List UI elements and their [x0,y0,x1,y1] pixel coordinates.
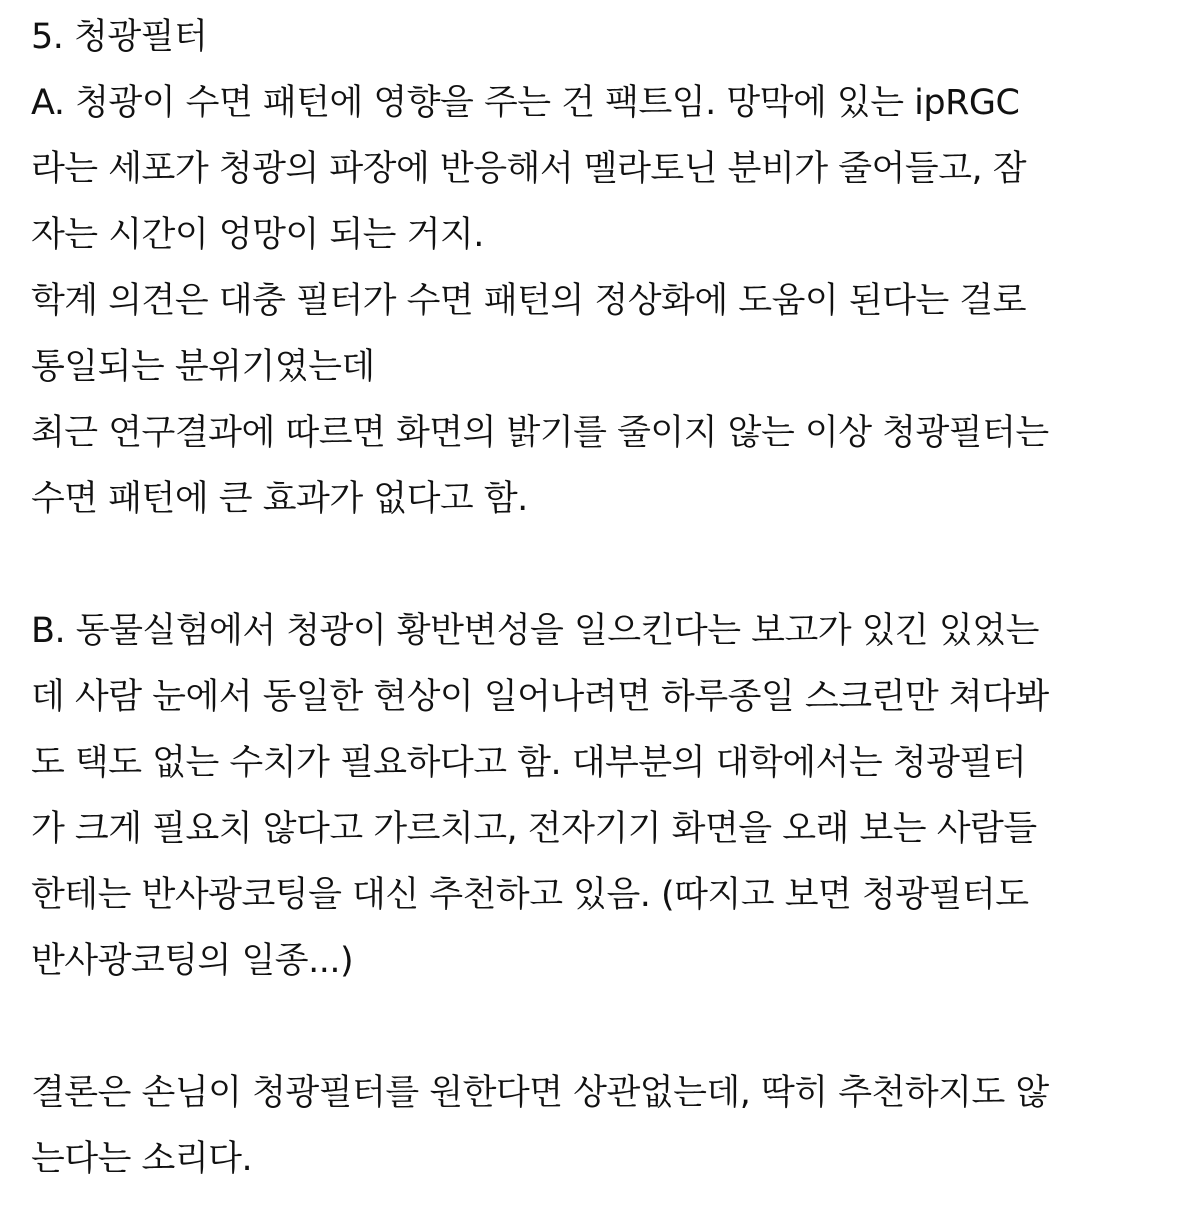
section-b-line-2: 데 사람 눈에서 동일한 현상이 일어나려면 하루종일 스크린만 쳐다봐 [31,677,1049,717]
heading: 5. 청광필터 [31,17,208,57]
section-a-line-4: 학계 의견은 대충 필터가 수면 패턴의 정상화에 도움이 된다는 걸로 [31,281,1027,321]
section-b-line-5: 한테는 반사광코팅을 대신 추천하고 있음. (따지고 보면 청광필터도 [31,875,1029,915]
section-a-line-7: 수면 패턴에 큰 효과가 없다고 함. [31,479,528,519]
conclusion-line-2: 는다는 소리다. [31,1139,253,1179]
conclusion-line-1: 결론은 손님이 청광필터를 원한다면 상관없는데, 딱히 추천하지도 않 [31,1073,1049,1113]
section-a-line-6: 최근 연구결과에 따르면 화면의 밝기를 줄이지 않는 이상 청광필터는 [31,413,1049,453]
section-b-line-1: B. 동물실험에서 청광이 황반변성을 일으킨다는 보고가 있긴 있었는 [31,611,1039,651]
section-a-line-3: 자는 시간이 엉망이 되는 거지. [31,215,484,255]
section-a-line-5: 통일되는 분위기였는데 [31,347,375,387]
section-b-line-6: 반사광코팅의 일종...) [31,941,354,981]
section-a-line-2: 라는 세포가 청광의 파장에 반응해서 멜라토닌 분비가 줄어들고, 잠 [31,149,1027,189]
section-b-line-4: 가 크게 필요치 않다고 가르치고, 전자기기 화면을 오래 보는 사람들 [31,809,1037,849]
section-a-line-1: A. 청광이 수면 패턴에 영향을 주는 건 팩트임. 망막에 있는 ipRGC [31,83,1020,123]
section-b-line-3: 도 택도 없는 수치가 필요하다고 함. 대부분의 대학에서는 청광필터 [31,743,1027,783]
